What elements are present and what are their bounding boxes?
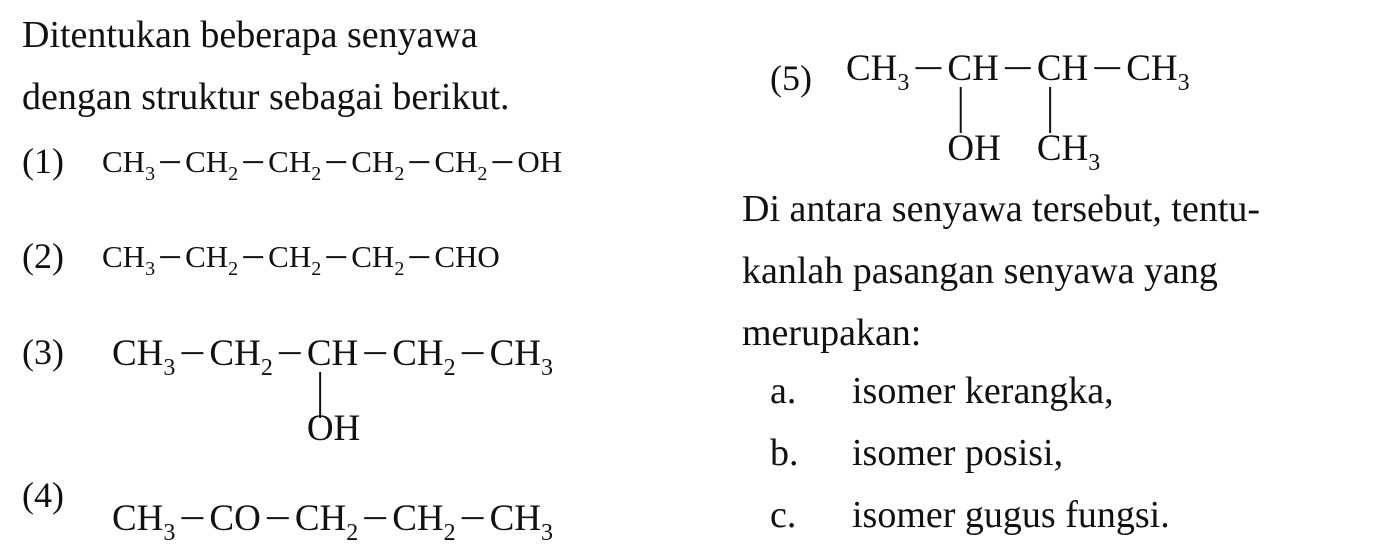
branch-group: OH bbox=[306, 408, 361, 449]
chain-group: $CH_2$ bbox=[209, 333, 273, 381]
option-b-text: isomer posisi, bbox=[852, 432, 1064, 474]
chain-group: $CH_3$ bbox=[846, 48, 910, 96]
chain-group: CH bbox=[947, 48, 999, 89]
option-a-letter: a. bbox=[770, 370, 797, 412]
question-line-3: merupakan: bbox=[742, 312, 922, 354]
chain-group: $CH_2$ bbox=[434, 144, 488, 185]
compound-5-formula bbox=[846, 48, 1190, 176]
chain-group: $CH_2$ bbox=[294, 498, 359, 546]
compound-4-formula bbox=[112, 498, 553, 546]
branch-group: $CH_3$ bbox=[1036, 128, 1101, 176]
chain-group: $CH_2$ bbox=[185, 144, 239, 185]
chain-group: $CH_2$ bbox=[351, 239, 405, 280]
chain-group: $CH_2$ bbox=[392, 333, 456, 381]
compound-label-4: (4) bbox=[22, 475, 64, 515]
chain-group: $CH_2$ bbox=[268, 239, 322, 280]
branch-group: OH bbox=[947, 128, 1001, 169]
chain-group: CHO bbox=[434, 239, 500, 274]
compound-3-formula bbox=[112, 333, 553, 449]
chain-group: $CH_3$ bbox=[102, 239, 156, 280]
chain-group: $CH_2$ bbox=[392, 498, 456, 546]
chain-group: CH bbox=[306, 333, 359, 374]
intro-line-1: Ditentukan beberapa senyawa bbox=[22, 14, 478, 56]
compound-2-formula bbox=[102, 239, 500, 280]
chain-group: OH bbox=[517, 144, 563, 179]
question-line-2: kanlah pasangan senyawa yang bbox=[742, 250, 1218, 292]
compound-label-1: (1) bbox=[22, 141, 64, 181]
compound-label-5: (5) bbox=[770, 58, 812, 98]
chain-group: CO bbox=[209, 498, 261, 539]
compound-1-formula bbox=[102, 144, 562, 185]
chain-group: $CH_3$ bbox=[1126, 48, 1190, 96]
chain-group: $CH_3$ bbox=[489, 498, 554, 546]
chain-group: $CH_2$ bbox=[351, 144, 405, 185]
chain-group: $CH_3$ bbox=[102, 144, 156, 185]
option-c-letter: c. bbox=[770, 494, 797, 536]
intro-line-2: dengan struktur sebagai berikut. bbox=[22, 76, 510, 118]
compound-label-2: (2) bbox=[22, 236, 64, 276]
option-c-text: isomer gugus fungsi. bbox=[852, 494, 1170, 536]
chain-group: $CH_3$ bbox=[112, 498, 176, 546]
chain-group: $CH_2$ bbox=[185, 239, 239, 280]
option-b-letter: b. bbox=[770, 432, 799, 474]
chain-group: CH bbox=[1036, 48, 1089, 89]
chain-group: $CH_2$ bbox=[268, 144, 322, 185]
chain-group: $CH_3$ bbox=[112, 333, 176, 381]
question-line-1: Di antara senyawa tersebut, tentu- bbox=[742, 188, 1261, 230]
option-a-text: isomer kerangka, bbox=[852, 370, 1114, 412]
chain-group: $CH_3$ bbox=[489, 333, 554, 381]
compound-label-3: (3) bbox=[22, 332, 64, 372]
